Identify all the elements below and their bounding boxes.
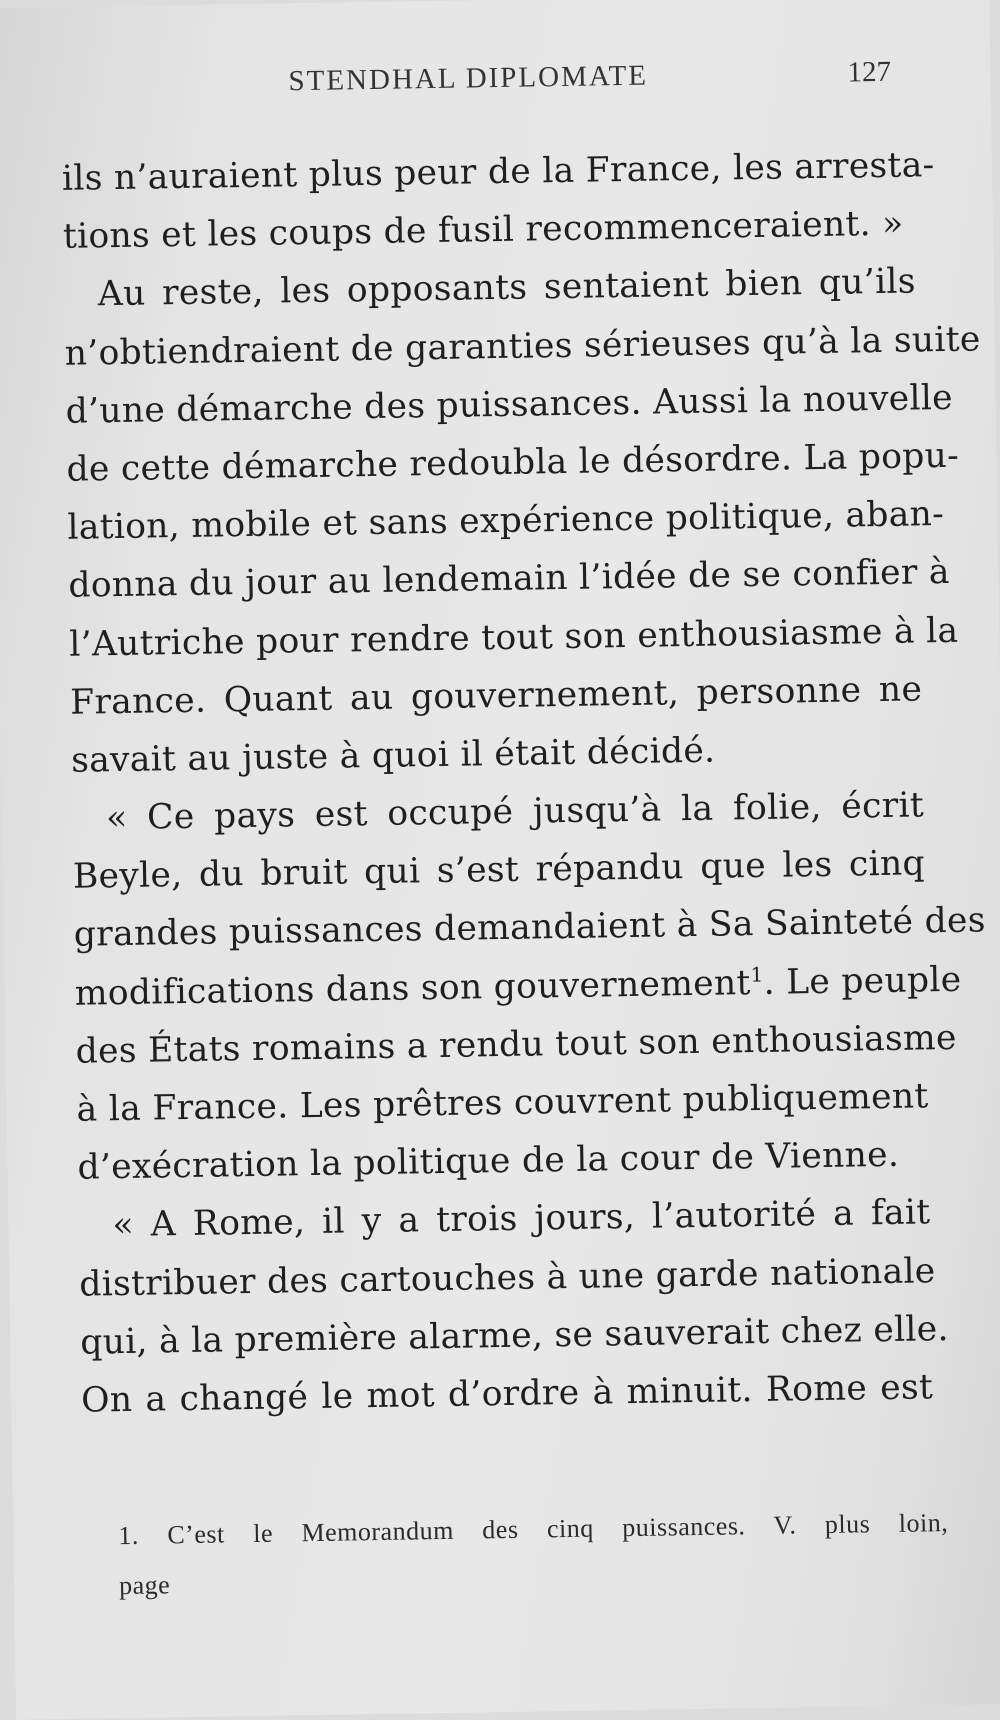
text-line: lation, mobile et sans expérience politique, aban-: [67, 494, 945, 548]
text-line: d’exécration la politique de la cour de Vienne.: [77, 1134, 900, 1188]
text-line: des États romains a rendu tout son enthousiasme: [75, 1017, 957, 1072]
text-line: Au reste, les opposants sentaient bien qu’ils: [97, 261, 917, 315]
text-line: ils n’auraient plus peur de la France, les arresta-: [61, 145, 935, 199]
text-line: d’une démarche des puissances. Aussi la nouvelle: [65, 377, 954, 432]
text-line: donna du jour au lendemain l’idée de se confier à: [68, 552, 951, 607]
text-line: France. Quant au gouvernement, personne ne: [69, 669, 923, 723]
text-line: On a changé le mot d’ordre à minuit. Rome est: [80, 1367, 934, 1421]
footnote: [118, 1498, 949, 1611]
page-number: 127: [847, 55, 892, 89]
text-line: distribuer des cartouches à une garde nationale: [79, 1250, 936, 1305]
text-line: grandes puissances demandaient à Sa Sainteté des: [73, 900, 987, 956]
text-line: à la France. Les prêtres couvrent publiquement: [76, 1076, 929, 1130]
footnote-line: page: [118, 1570, 171, 1601]
text-line: « A Rome, il y a trois jours, l’autorité a fait: [112, 1192, 931, 1246]
body-text: [61, 136, 987, 1429]
footnote-reference: 1: [750, 962, 764, 987]
running-title: STENDHAL DIPLOMATE: [288, 59, 649, 98]
text-segment: modifications dans son gouvernement: [74, 962, 751, 1014]
text-segment: . Le peuple: [763, 959, 962, 1003]
text-line: savait au juste à quoi il était décidé.: [70, 730, 716, 781]
text-line: l’Autriche pour rendre tout son enthousiasme à la: [68, 610, 959, 665]
footnote-line: 1. C’est le Memorandum des cinq puissances. V. plus loin,: [118, 1508, 949, 1551]
text-line: de cette démarche redoubla le désordre. La popu-: [66, 435, 960, 490]
page-header: [0, 54, 991, 114]
text-line: n’obtiendraient de garanties sérieuses qu’à la suite: [64, 318, 981, 374]
text-line: qui, à la première alarme, se sauverait chez elle.: [79, 1308, 950, 1363]
text-line: tions et les coups de fusil recommenceraient. »: [62, 203, 904, 257]
text-line: « Ce pays est occupé jusqu’à la folie, écrit: [105, 785, 925, 839]
text-line: Beyle, du bruit qui s’est répandu que les cinq: [72, 843, 926, 897]
